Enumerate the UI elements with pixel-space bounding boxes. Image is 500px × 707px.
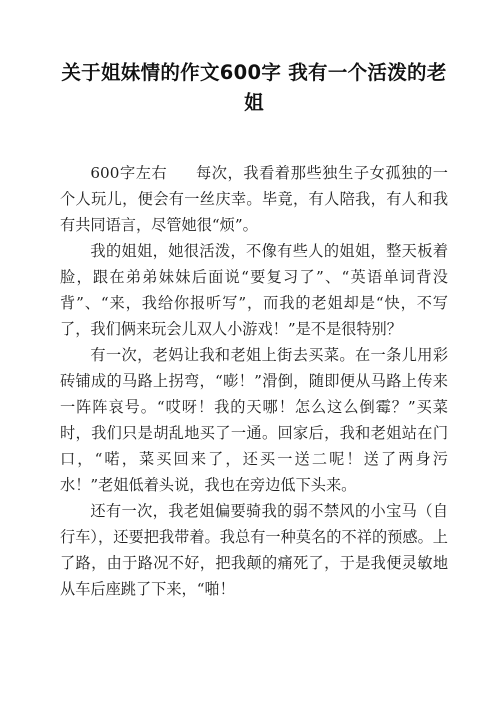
article-title: 关于姐妹情的作文600字 我有一个活泼的老姐	[61, 61, 447, 114]
article-body	[60, 160, 448, 602]
paragraph-1-text: 每次，我看着那些独生子女孤独的一个人玩儿，便会有一丝庆幸。毕竟，有人陪我，有人和我有共同语言，尽管她很“烦”。	[60, 164, 448, 234]
paragraph-4: 还有一次，我老姐偏要骑我的弱不禁风的小宝马（自行车），还要把我带着。我总有一种莫名的不祥的预感。上了路，由于路况不好，把我颠的痛死了，于是我便灵敏地从车后座跳了下来，“啪！	[60, 502, 448, 598]
paragraph-1	[60, 160, 448, 238]
paragraph-3: 有一次，老妈让我和老姐上街去买菜。在一条儿用彩砖铺成的马路上拐弯，“嘭！”滑倒，随即便从马路上传来一阵阵哀号。“哎呀！我的天哪！怎么这么倒霉？”买菜时，我们只是胡乱地买了一通。回家后，我和老姐站在门口，“喏，菜买回来了，还买一送二呢！送了两身污水！”老姐低着头说，我也在旁边低下头来。	[60, 346, 448, 494]
word-count-note: 600字左右	[90, 164, 168, 182]
paragraph-2: 我的姐姐，她很活泼，不像有些人的姐姐，整天板着脸，跟在弟弟妹妹后面说“要复习了”、“英语单词背没背”、“来，我给你报听写”，而我的老姐却是“快，不写了，我们俩来玩会儿双人小游戏！”是不是很特别？	[60, 242, 448, 338]
